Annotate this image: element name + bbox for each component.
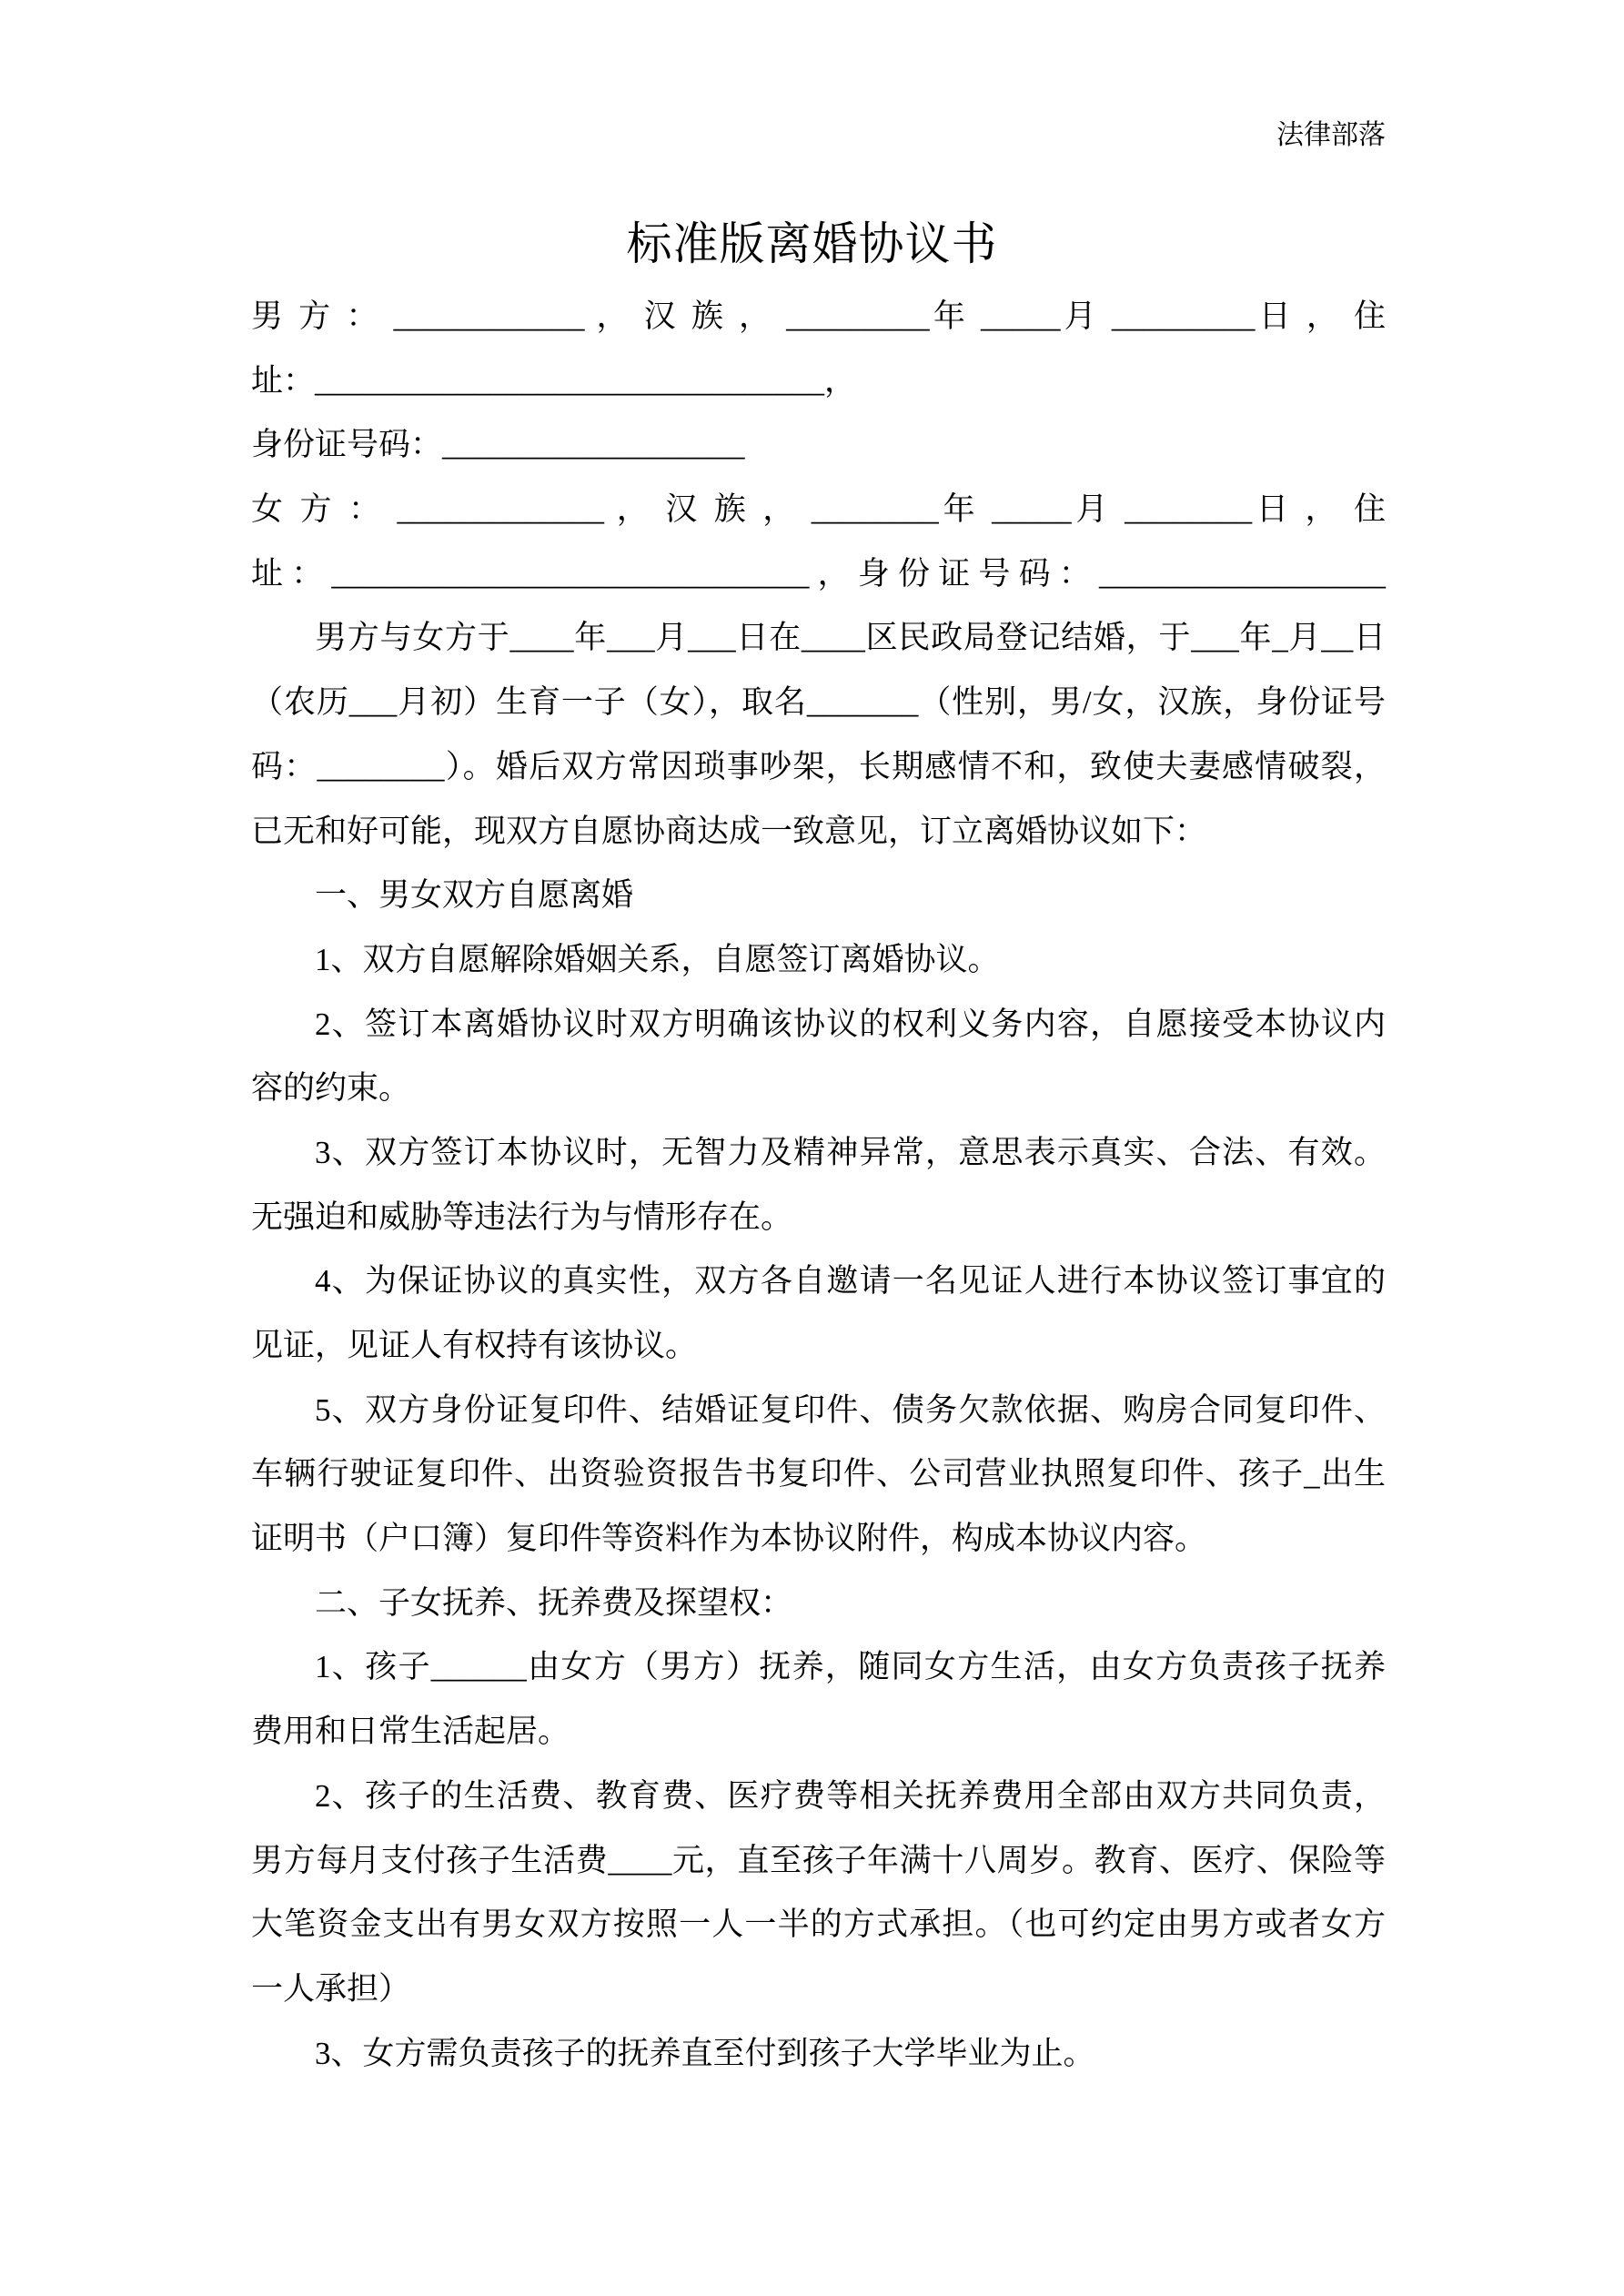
clause-line: 大笔资金支出有男女双方按照一人一半的方式承担。（也可约定由男方或者女方 (251, 1907, 1386, 1943)
clause-line: 证明书（户口簿）复印件等资料作为本协议附件，构成本协议内容。 (251, 1521, 1207, 1557)
clause-line: 容的约束。 (251, 1070, 411, 1107)
clause-line: 2、孩子的生活费、教育费、医疗费等相关抚养费用全部由双方共同负责， (315, 1777, 1386, 1814)
clause-line: 1、孩子______由女方（男方）抚养，随同女方生活，由女方负责孩子抚养 (315, 1649, 1386, 1685)
clause-line: 1、双方自愿解除婚姻关系，自愿签订离婚协议。 (315, 941, 1000, 977)
section-heading-2: 二、子女抚养、抚养费及探望权： (315, 1584, 793, 1621)
male-id-line: 身份证号码：___________________ (251, 427, 745, 463)
paragraph-line: （农历___月初）生育一子（女），取名_______（性别，男/女，汉族，身份证号 (251, 684, 1386, 721)
male-party-line: 男 方 ： ____________ ， 汉 族 ， _________年 _____月 _________日 ， 住 (251, 298, 1386, 334)
clause-line: 车辆行驶证复印件、出资验资报告书复印件、公司营业执照复印件、孩子_出生 (251, 1456, 1386, 1492)
clause-line: 3、女方需负责孩子的抚养直至付到孩子大学毕业为止。 (315, 2035, 1095, 2071)
document-body (251, 285, 1386, 2086)
clause-line: 无强迫和威胁等违法行为与情形存在。 (251, 1199, 793, 1235)
clause-line: 2、签订本离婚协议时双方明确该协议的权利义务内容，自愿接受本协议内 (315, 1006, 1386, 1042)
clause-line: 5、双方身份证复印件、结婚证复印件、债务欠款依据、购房合同复印件、 (315, 1391, 1386, 1428)
paragraph-line: 已无和好可能，现双方自愿协商达成一致意见，订立离婚协议如下： (251, 813, 1207, 849)
clause-line: 见证，见证人有权持有该协议。 (251, 1328, 698, 1363)
document-title: 标准版离婚协议书 (626, 218, 998, 269)
clause-line: 男方每月支付孩子生活费____元，直至孩子年满十八周岁。教育、医疗、保险等 (251, 1842, 1386, 1878)
section-heading-1: 一、男女双方自愿离婚 (315, 877, 634, 914)
paragraph-line: 男方与女方于____年___月___日在____区民政局登记结婚，于___年_月__日 (315, 620, 1386, 656)
clause-line: 3、双方签订本协议时，无智力及精神异常，意思表示真实、合法、有效。 (315, 1134, 1386, 1170)
female-address-id-line: 址：______________________________，身份证号码：__________________ (251, 555, 1386, 592)
clause-line: 一人承担） (251, 1970, 411, 2007)
female-party-line: 女 方 ： _____________ ， 汉 族 ， ________年 _____月 ________日 ， 住 (251, 491, 1386, 528)
clause-line: 4、为保证协议的真实性，双方各自邀请一名见证人进行本协议签订事宜的 (315, 1263, 1386, 1300)
clause-line: 费用和日常生活起居。 (251, 1714, 570, 1750)
source-header: 法律部落 (1276, 120, 1386, 150)
male-address-line: 址：________________________________， (251, 362, 857, 399)
paragraph-line: 码：________）。婚后双方常因琐事吵架，长期感情不和，致使夫妻感情破裂， (251, 748, 1386, 784)
